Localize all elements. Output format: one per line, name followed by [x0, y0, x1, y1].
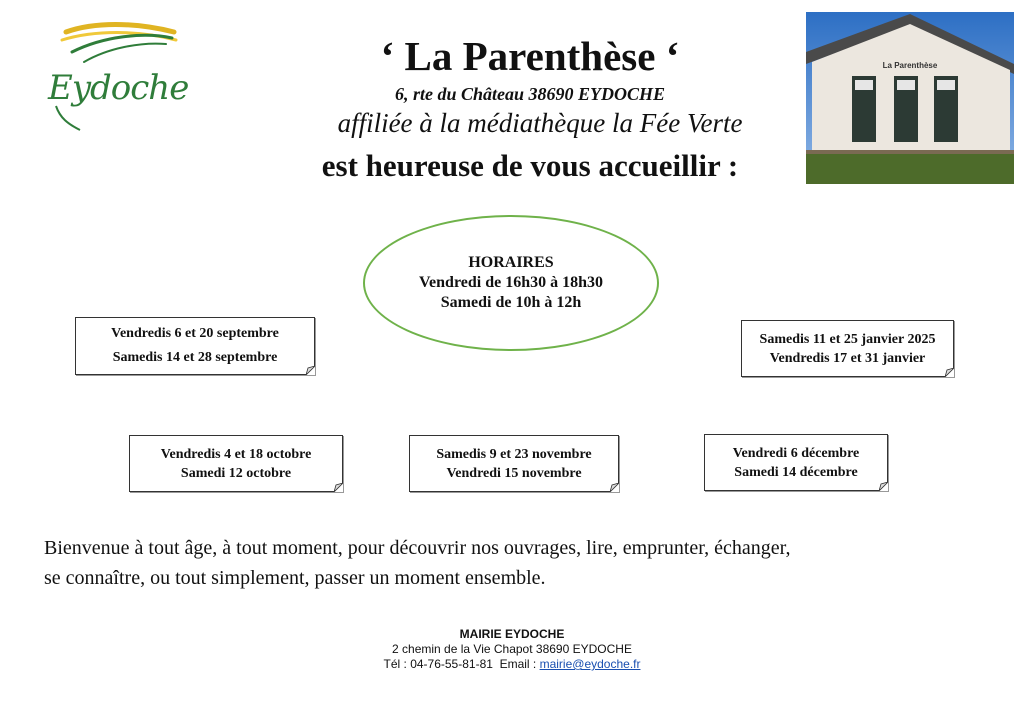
hours-saturday: Samedi de 10h à 12h	[440, 294, 582, 311]
logo-flourish-icon	[54, 102, 84, 132]
dates-october-note	[129, 435, 343, 492]
footer-org: MAIRIE EYDOCHE	[459, 627, 565, 641]
date-line: Vendredis 4 et 18 octobre	[160, 446, 312, 462]
hours-friday: Vendredi de 16h30 à 18h30	[418, 274, 604, 291]
folded-corner-icon	[945, 368, 954, 377]
folded-corner-icon	[879, 482, 888, 491]
date-line: Samedis 14 et 28 septembre	[112, 350, 278, 365]
email-link[interactable]: mairie@eydoche.fr	[539, 657, 641, 671]
footer-contact	[312, 627, 712, 672]
dates-november-note	[409, 435, 619, 492]
date-line: Vendredi 15 novembre	[446, 465, 582, 481]
date-line: Samedis 9 et 23 novembre	[436, 446, 592, 462]
photo-sign-text: La Parenthèse	[882, 61, 938, 70]
building-photo	[806, 12, 1014, 184]
dates-december-note	[704, 434, 888, 491]
page-title: ‘ La Parenthèse ‘	[380, 33, 680, 79]
date-line: Vendredis 6 et 20 septembre	[111, 326, 279, 341]
library-address: 6, rte du Château 38690 EYDOCHE	[395, 84, 666, 104]
footer-contact-line	[312, 657, 712, 672]
date-line: Vendredis 17 et 31 janvier	[769, 350, 926, 366]
hours-ellipse	[363, 215, 659, 351]
eydoche-logo	[44, 18, 189, 130]
date-line: Samedi 12 octobre	[180, 465, 292, 481]
footer-address: 2 chemin de la Vie Chapot 38690 EYDOCHE	[392, 642, 632, 656]
folded-corner-icon	[306, 366, 315, 375]
date-line: Samedi 14 décembre	[734, 464, 858, 480]
folded-corner-icon	[334, 483, 343, 492]
welcome-heading: est heureuse de vous accueillir :	[321, 148, 739, 183]
footer-phone: Tél : 04-76-55-81-81 Email :	[383, 657, 540, 671]
intro-line: Bienvenue à tout âge, à tout moment, pour découvrir nos ouvrages, lire, emprunter, échanger,	[44, 537, 791, 559]
dates-january-note	[741, 320, 954, 377]
affiliation-text: affiliée à la médiathèque la Fée Verte	[337, 108, 743, 138]
date-line: Samedis 11 et 25 janvier 2025	[759, 331, 936, 347]
dates-september-note	[75, 317, 315, 375]
intro-line: se connaître, ou tout simplement, passer un moment ensemble.	[44, 567, 546, 589]
hours-heading: HORAIRES	[468, 254, 554, 271]
date-line: Vendredi 6 décembre	[732, 445, 860, 461]
folded-corner-icon	[610, 483, 619, 492]
logo-wordmark: Eydoche	[48, 68, 189, 108]
intro-paragraph	[44, 533, 1004, 593]
